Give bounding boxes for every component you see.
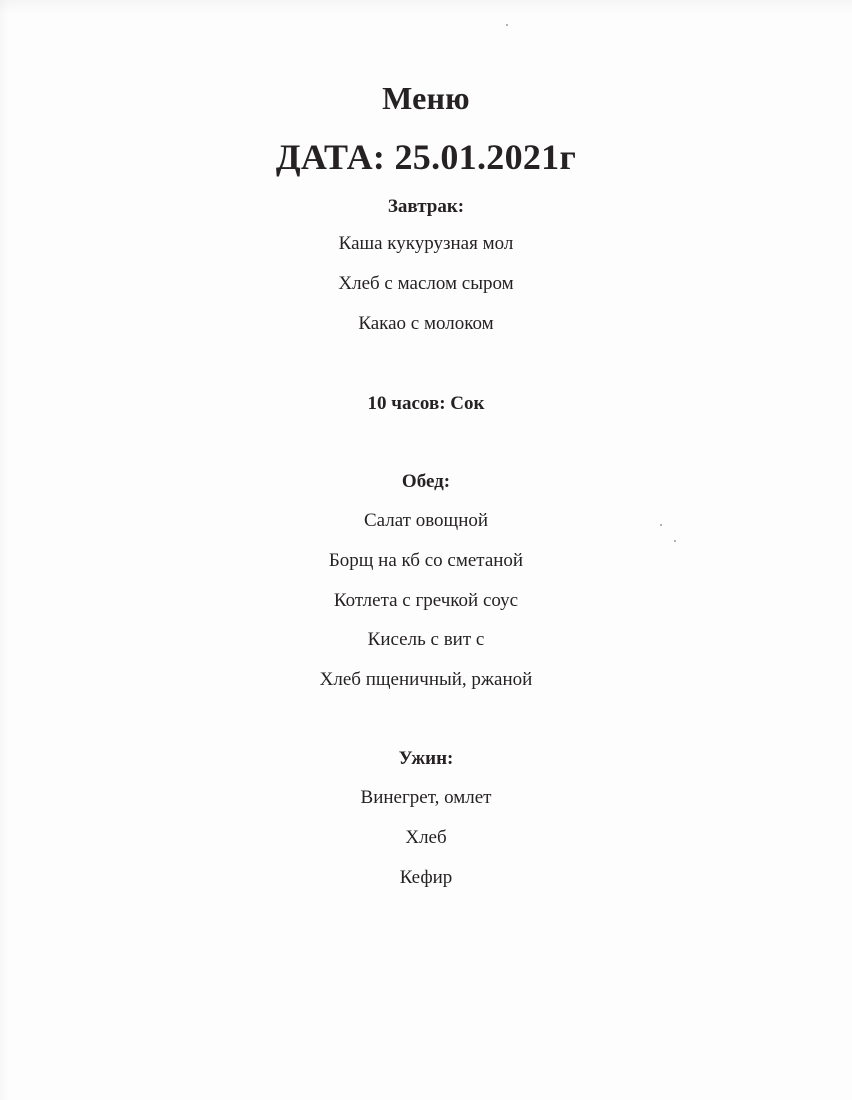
breakfast-heading: Завтрак: xyxy=(387,196,465,217)
page-title: Меню xyxy=(382,80,470,116)
scan-edge-shadow xyxy=(0,0,852,14)
breakfast-item: Каша кукурузная мол xyxy=(338,233,514,254)
breakfast-item: Хлеб с маслом сыром xyxy=(338,273,514,294)
date-heading: ДАТА: 25.01.2021г xyxy=(275,137,577,177)
scan-speck xyxy=(674,540,676,542)
scan-speck xyxy=(660,524,662,526)
breakfast-item: Какао с молоком xyxy=(358,313,494,334)
scan-speck xyxy=(506,24,508,26)
lunch-item: Салат овощной xyxy=(363,510,489,531)
lunch-heading: Обед: xyxy=(401,471,451,492)
dinner-item: Кефир xyxy=(399,867,453,888)
lunch-item: Кисель с вит с xyxy=(367,629,485,650)
dinner-item: Винегрет, омлет xyxy=(360,787,492,808)
snack-heading: 10 часов: Сок xyxy=(367,393,485,414)
lunch-item: Хлеб пщеничный, ржаной xyxy=(319,669,533,690)
dinner-heading: Ужин: xyxy=(398,748,454,769)
lunch-item: Котлета с гречкой соус xyxy=(333,590,519,611)
dinner-item: Хлеб xyxy=(405,827,447,848)
lunch-item: Борщ на кб со сметаной xyxy=(328,550,524,571)
